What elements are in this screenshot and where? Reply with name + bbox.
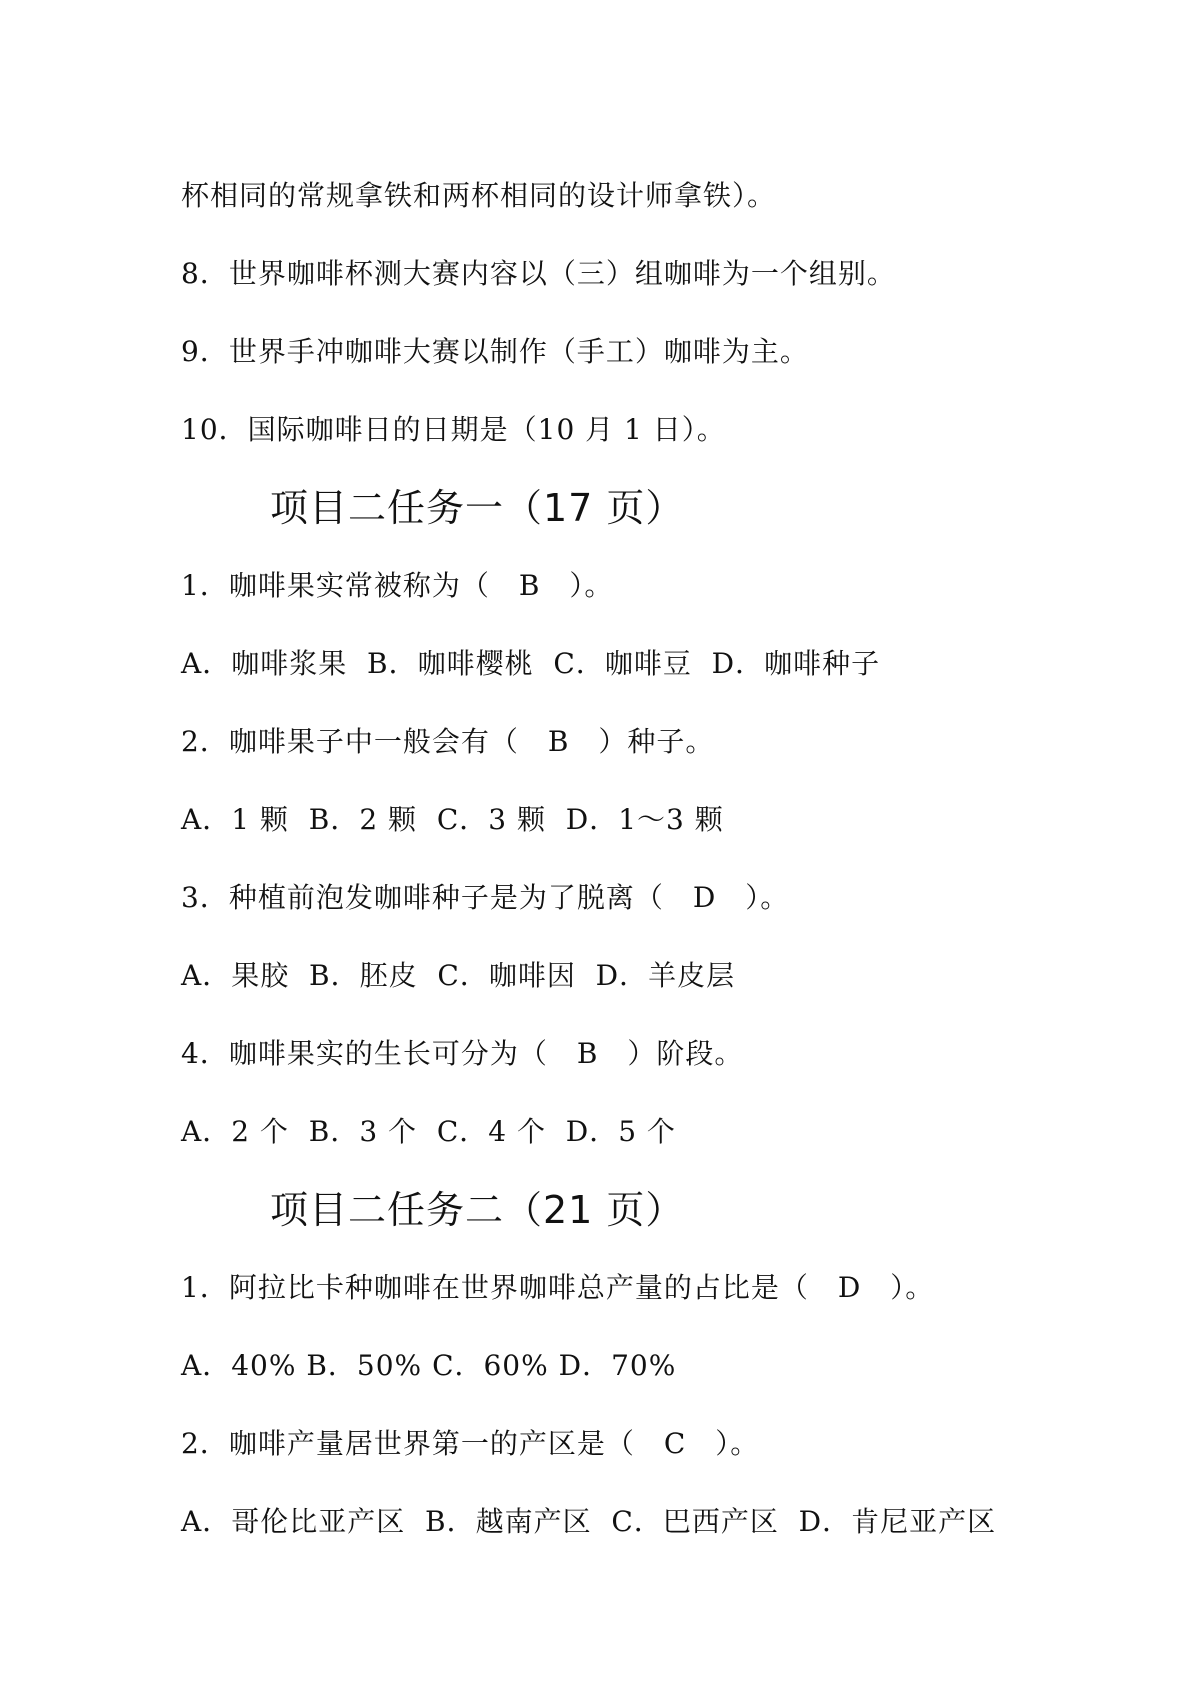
- answer-options: A．1 颗 B．2 颗 C．3 颗 D．1～3 颗: [181, 803, 724, 836]
- question-9: 9．世界手冲咖啡大赛以制作（手工）咖啡为主。: [181, 335, 809, 368]
- question-1: 1．咖啡果实常被称为（ B ）。: [181, 569, 614, 602]
- question-10: 10．国际咖啡日的日期是（10 月 1 日）。: [181, 413, 726, 446]
- answer-options: A．2 个 B．3 个 C．4 个 D．5 个: [181, 1115, 676, 1148]
- question-3: 3．种植前泡发咖啡种子是为了脱离（ D ）。: [181, 881, 790, 914]
- question-2: 2．咖啡果子中一般会有（ B ）种子。: [181, 725, 715, 758]
- text-line: 杯相同的常规拿铁和两杯相同的设计师拿铁）。: [181, 179, 777, 212]
- section-heading: 项目二任务二（21 页）: [270, 1188, 685, 1232]
- question-8: 8．世界咖啡杯测大赛内容以（三）组咖啡为一个组别。: [181, 257, 896, 290]
- question-1: 1．阿拉比卡种咖啡在世界咖啡总产量的占比是（ D ）。: [181, 1271, 935, 1304]
- answer-options: A．咖啡浆果 B．咖啡樱桃 C．咖啡豆 D．咖啡种子: [181, 647, 881, 680]
- answer-options: A．果胶 B．胚皮 C．咖啡因 D．羊皮层: [181, 959, 736, 992]
- question-4: 4．咖啡果实的生长可分为（ B ）阶段。: [181, 1037, 744, 1070]
- answer-options: A．40% B．50% C．60% D．70%: [181, 1349, 677, 1382]
- section-heading: 项目二任务一（17 页）: [270, 486, 685, 530]
- answer-options: A．哥伦比亚产区 B．越南产区 C．巴西产区 D．肯尼亚产区: [181, 1505, 997, 1538]
- question-2: 2．咖啡产量居世界第一的产区是（ C ）。: [181, 1427, 760, 1460]
